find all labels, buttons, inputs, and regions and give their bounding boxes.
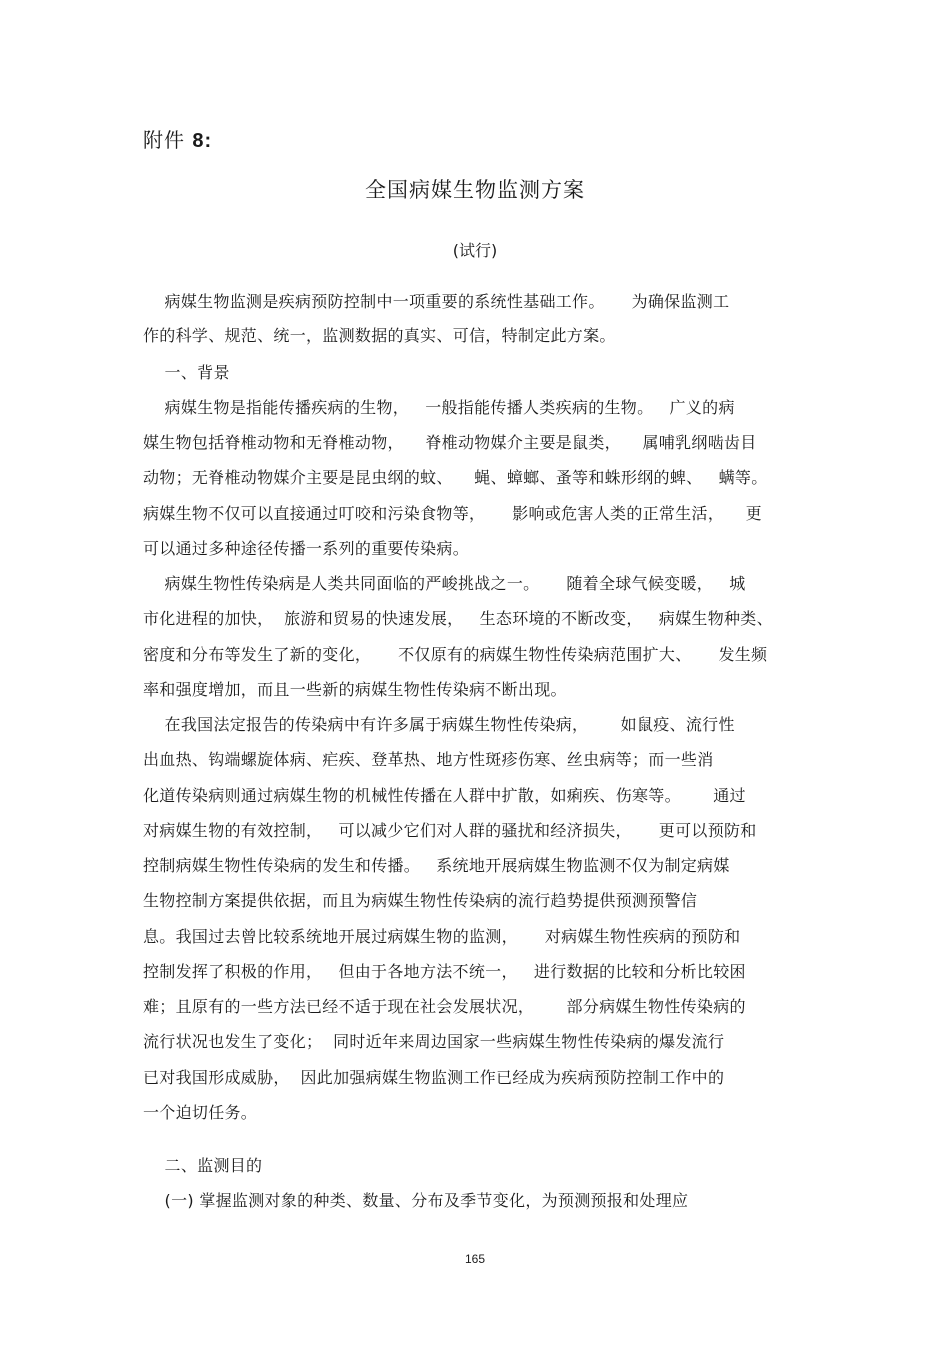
attachment-colon: : (204, 130, 213, 152)
body-line: 已对我国形成威胁， 因此加强病媒生物监测工作已经成为疾病预防控制工作中的 (143, 1068, 725, 1087)
body-line: 流行状况也发生了变化； 同时近年来周边国家一些病媒生物性传染病的爆发流行 (143, 1032, 725, 1051)
body-line: 化道传染病则通过病媒生物的机械性传播在人群中扩散，如痢疾、伤寒等。 通过 (143, 786, 746, 805)
body-line: 作的科学、规范、统一，监测数据的真实、可信，特制定此方案。 (143, 326, 616, 345)
section-heading: 一、背景 (143, 363, 230, 382)
body-line: 病媒生物性传染病是人类共同面临的严峻挑战之一。 随着全球气候变暖， 城 (143, 574, 746, 593)
body-line: 病媒生物监测是疾病预防控制中一项重要的系统性基础工作。 为确保监测工 (143, 292, 730, 311)
body-line: 对病媒生物的有效控制， 可以减少它们对人群的骚扰和经济损失， 更可以预防和 (143, 821, 757, 840)
body-line: 率和强度增加，而且一些新的病媒生物性传染病不断出现。 (143, 680, 567, 699)
body-line: 出血热、钩端螺旋体病、疟疾、登革热、地方性斑疹伤寒、丝虫病等；而一些消 (143, 750, 714, 769)
body-line: 一个迫切任务。 (143, 1103, 258, 1122)
body-line: (一) 掌握监测对象的种类、数量、分布及季节变化，为预测预报和处理应 (143, 1191, 689, 1210)
document-subtitle: (试行) (452, 241, 498, 260)
attachment-number: 8 (192, 130, 205, 152)
body-line: 可以通过多种途径传播一系列的重要传染病。 (143, 539, 470, 558)
body-line: 病媒生物不仅可以直接通过叮咬和污染食物等， 影响或危害人类的正常生活， 更 (143, 504, 762, 523)
body-line: 控制发挥了积极的作用， 但由于各地方法不统一， 进行数据的比较和分析比较困 (143, 962, 746, 981)
body-line: 媒生物包括脊椎动物和无脊椎动物， 脊椎动物媒介主要是鼠类， 属哺乳纲啮齿目 (143, 433, 757, 452)
body-line: 在我国法定报告的传染病中有许多属于病媒生物性传染病， 如鼠疫、流行性 (143, 715, 735, 734)
document-title: 全国病媒生物监测方案 (365, 178, 585, 202)
body-line: 密度和分布等发生了新的变化， 不仅原有的病媒生物性传染病范围扩大、 发生频 (143, 645, 768, 664)
body-line: 控制病媒生物性传染病的发生和传播。 系统地开展病媒生物监测不仅为制定病媒 (143, 856, 730, 875)
body-line: 生物控制方案提供依据，而且为病媒生物性传染病的流行趋势提供预测预警信 (143, 891, 698, 910)
body-line: 难；且原有的一些方法已经不适于现在社会发展状况， 部分病媒生物性传染病的 (143, 997, 746, 1016)
page-number: 165 (464, 1252, 486, 1266)
body-line: 病媒生物是指能传播疾病的生物， 一般指能传播人类疾病的生物。 广义的病 (143, 398, 735, 417)
body-line: 息。我国过去曾比较系统地开展过病媒生物的监测， 对病媒生物性疾病的预防和 (143, 927, 741, 946)
body-line: 市化进程的加快， 旅游和贸易的快速发展， 生态环境的不断改变， 病媒生物种类、 (143, 609, 773, 628)
section-heading: 二、监测目的 (143, 1156, 263, 1175)
attachment-heading (143, 124, 212, 153)
body-line: 动物；无脊椎动物媒介主要是昆虫纲的蚊、 蝇、蟑螂、蚤等和蛛形纲的蜱、 螨等。 (143, 468, 768, 487)
attachment-prefix: 附件 (143, 128, 185, 152)
